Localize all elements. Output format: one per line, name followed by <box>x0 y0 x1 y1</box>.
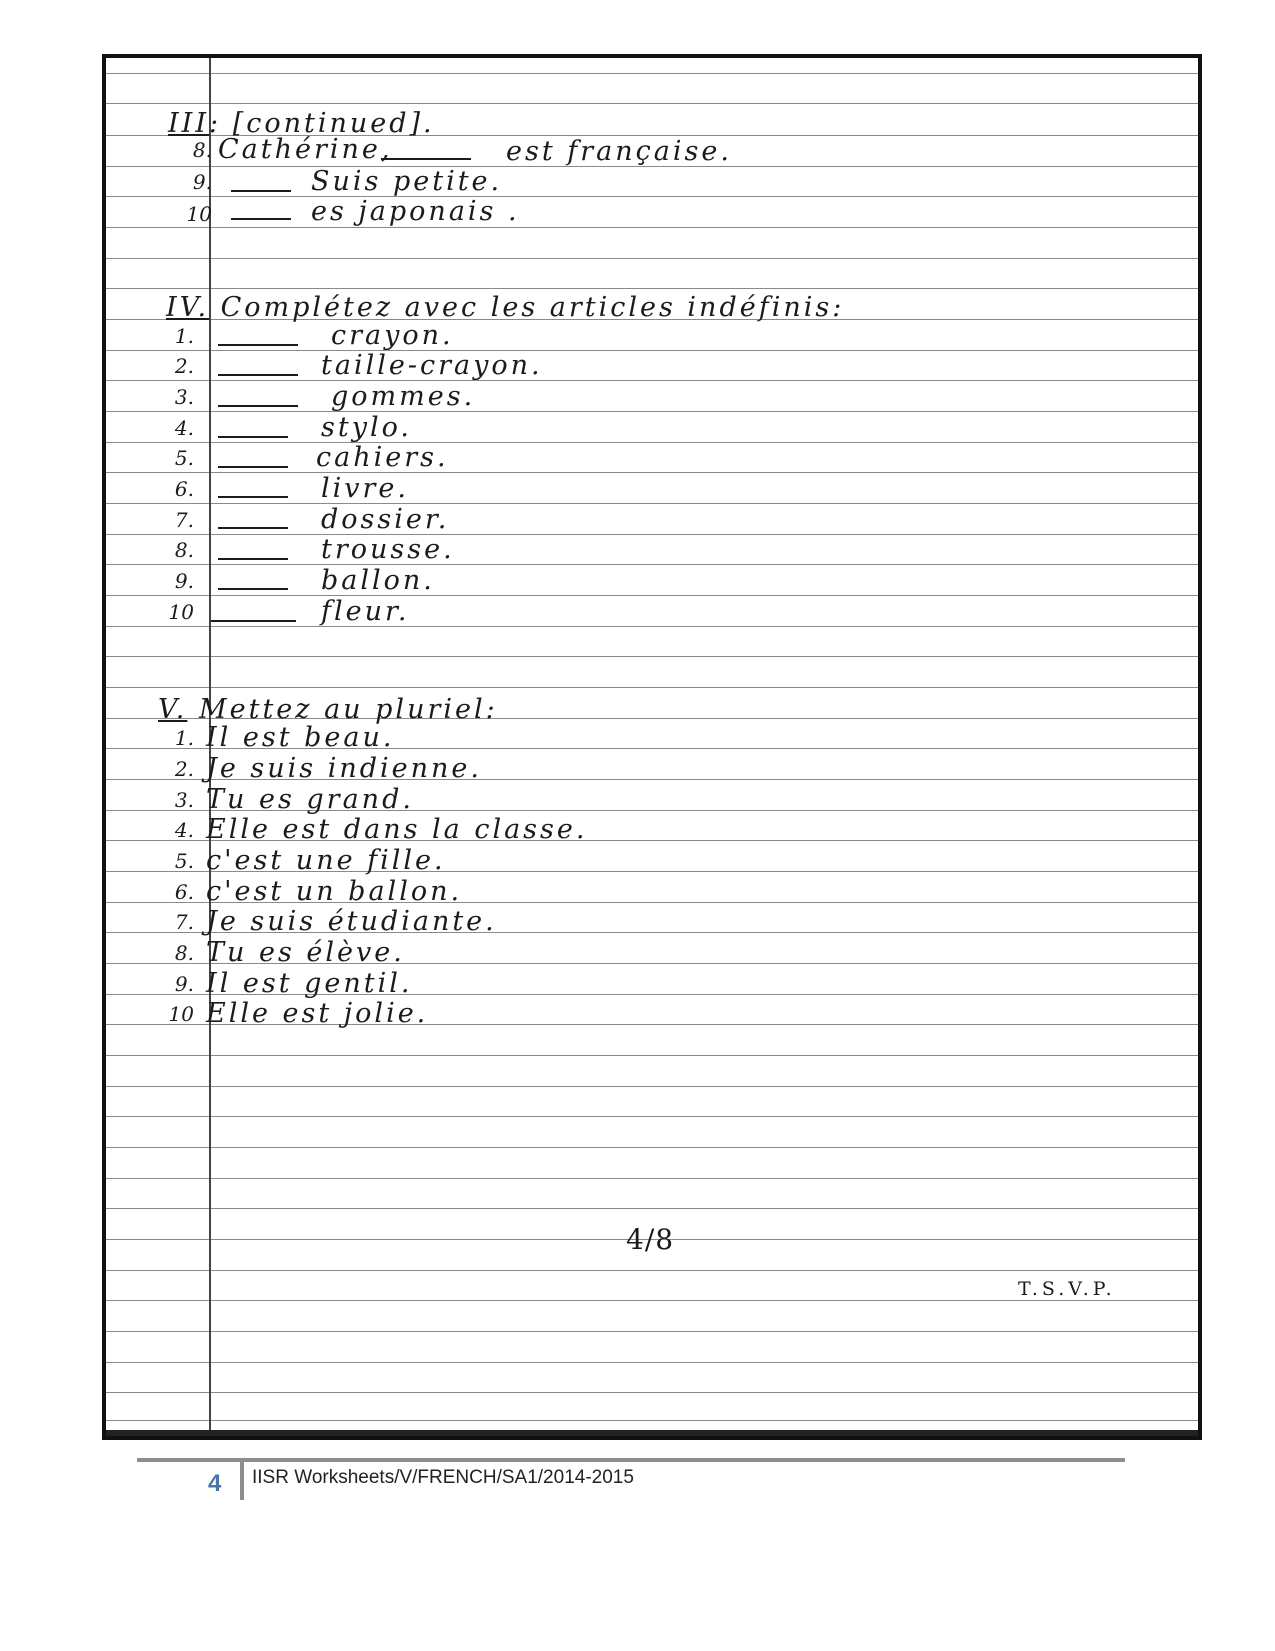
exercise-text: gommes. <box>331 381 476 412</box>
exercise-text: livre. <box>321 473 409 504</box>
item-number: 3. <box>174 385 194 409</box>
ruled-line <box>106 1420 1198 1421</box>
section-3-heading-text: [continued]. <box>232 108 435 139</box>
exercise-text: c'est un ballon. <box>206 876 463 907</box>
footer-page-number: 4 <box>208 1470 222 1497</box>
exercise-text: Il est gentil. <box>206 968 413 999</box>
exercise-text: ballon. <box>321 565 435 596</box>
footer-divider <box>240 1462 244 1500</box>
ruled-line <box>106 534 1198 535</box>
ruled-line <box>106 503 1198 504</box>
fill-in-blank <box>381 158 471 160</box>
exercise-text: Cathérine, <box>218 134 393 165</box>
fill-in-blank <box>218 374 298 376</box>
ruled-line <box>106 626 1198 627</box>
pto-note: T.S.V.P. <box>1018 1278 1116 1300</box>
ruled-line <box>106 595 1198 596</box>
item-number: 8. <box>174 538 194 562</box>
exercise-text: Je suis indienne. <box>206 753 482 784</box>
item-number: 9. <box>192 170 212 194</box>
footer-rule <box>137 1458 1125 1462</box>
exercise-text: c'est une fille. <box>206 845 446 876</box>
fill-in-blank <box>218 588 288 590</box>
item-number: 6. <box>174 880 194 904</box>
item-number: 8. <box>174 941 194 965</box>
fill-in-blank <box>218 405 298 407</box>
section-5-numeral: V. <box>158 694 188 725</box>
item-number: 10 <box>168 600 194 624</box>
ruled-line <box>106 411 1198 412</box>
item-number: 10 <box>186 202 212 226</box>
section-5-heading-text: Mettez au pluriel: <box>198 694 498 725</box>
exercise-text: fleur. <box>321 596 410 627</box>
exercise-text: cahiers. <box>316 442 449 473</box>
exercise-text: Je suis étudiante. <box>206 906 497 937</box>
ruled-line <box>106 1208 1198 1209</box>
item-number: 9. <box>174 569 194 593</box>
item-number: 5. <box>174 849 194 873</box>
fill-in-blank <box>231 190 291 192</box>
item-number: 6. <box>174 477 194 501</box>
fill-in-blank <box>231 218 291 220</box>
item-number: 7. <box>174 508 194 532</box>
ruled-line <box>106 1362 1198 1363</box>
item-number: 5. <box>174 446 194 470</box>
fill-in-blank <box>218 344 298 346</box>
ruled-line <box>106 380 1198 381</box>
ruled-line <box>106 258 1198 259</box>
ruled-line <box>106 103 1198 104</box>
ruled-line <box>106 73 1198 74</box>
section-4-heading <box>166 294 844 321</box>
item-number: 10 <box>168 1002 194 1026</box>
exercise-text: es japonais . <box>311 196 520 227</box>
ruled-line <box>106 656 1198 657</box>
section-4-numeral: IV. <box>166 292 210 323</box>
exercise-text: Il est beau. <box>206 722 395 753</box>
ruled-line <box>106 687 1198 688</box>
ruled-line <box>106 564 1198 565</box>
ruled-line <box>106 1331 1198 1332</box>
ruled-line <box>106 1178 1198 1179</box>
item-number: 1. <box>174 324 194 348</box>
item-number: 2. <box>174 354 194 378</box>
section-3-numeral: III <box>168 108 209 139</box>
fill-in-blank <box>218 436 288 438</box>
page-marker: 4/8 <box>626 1223 675 1256</box>
ruled-line <box>106 1392 1198 1393</box>
item-number: 2. <box>174 757 194 781</box>
exercise-text: stylo. <box>321 412 412 443</box>
exercise-text: Tu es grand. <box>206 784 414 815</box>
item-number: 4. <box>174 416 194 440</box>
item-number: 4. <box>174 818 194 842</box>
notebook-page-scan <box>102 54 1202 1440</box>
exercise-text: taille-crayon. <box>321 350 543 381</box>
fill-in-blank <box>218 496 288 498</box>
footer-text: IISR Worksheets/V/FRENCH/SA1/2014-2015 <box>252 1467 634 1488</box>
ruled-line <box>106 227 1198 228</box>
exercise-text: dossier. <box>321 504 450 535</box>
section-4-heading-text: Complétez avec les articles indéfinis: <box>220 292 845 323</box>
exercise-text: crayon. <box>331 320 454 351</box>
section-5-heading <box>158 696 498 723</box>
exercise-text: Suis petite. <box>311 166 503 197</box>
item-number: 7. <box>174 910 194 934</box>
section-3-heading: III: [continued]. <box>168 108 435 139</box>
exercise-text: Elle est dans la classe. <box>206 814 588 845</box>
ruled-line <box>106 1116 1198 1117</box>
page-bottom-edge <box>106 1430 1198 1436</box>
fill-in-blank <box>218 527 288 529</box>
item-number: 1. <box>174 726 194 750</box>
ruled-line <box>106 1055 1198 1056</box>
exercise-text: Tu es élève. <box>206 937 405 968</box>
ruled-line <box>106 442 1198 443</box>
item-number: 3. <box>174 788 194 812</box>
ruled-line <box>106 196 1198 197</box>
fill-in-blank <box>211 620 296 622</box>
item-number: 9. <box>174 972 194 996</box>
ruled-line <box>106 1147 1198 1148</box>
ruled-line <box>106 350 1198 351</box>
ruled-line <box>106 472 1198 473</box>
exercise-text: est française. <box>506 136 732 167</box>
ruled-line <box>106 288 1198 289</box>
ruled-line <box>106 1270 1198 1271</box>
exercise-text: Elle est jolie. <box>206 998 429 1029</box>
ruled-line <box>106 1300 1198 1301</box>
ruled-line <box>106 1086 1198 1087</box>
exercise-text: trousse. <box>321 534 455 565</box>
fill-in-blank <box>218 558 288 560</box>
fill-in-blank <box>218 466 288 468</box>
item-number: 8. <box>192 138 212 162</box>
